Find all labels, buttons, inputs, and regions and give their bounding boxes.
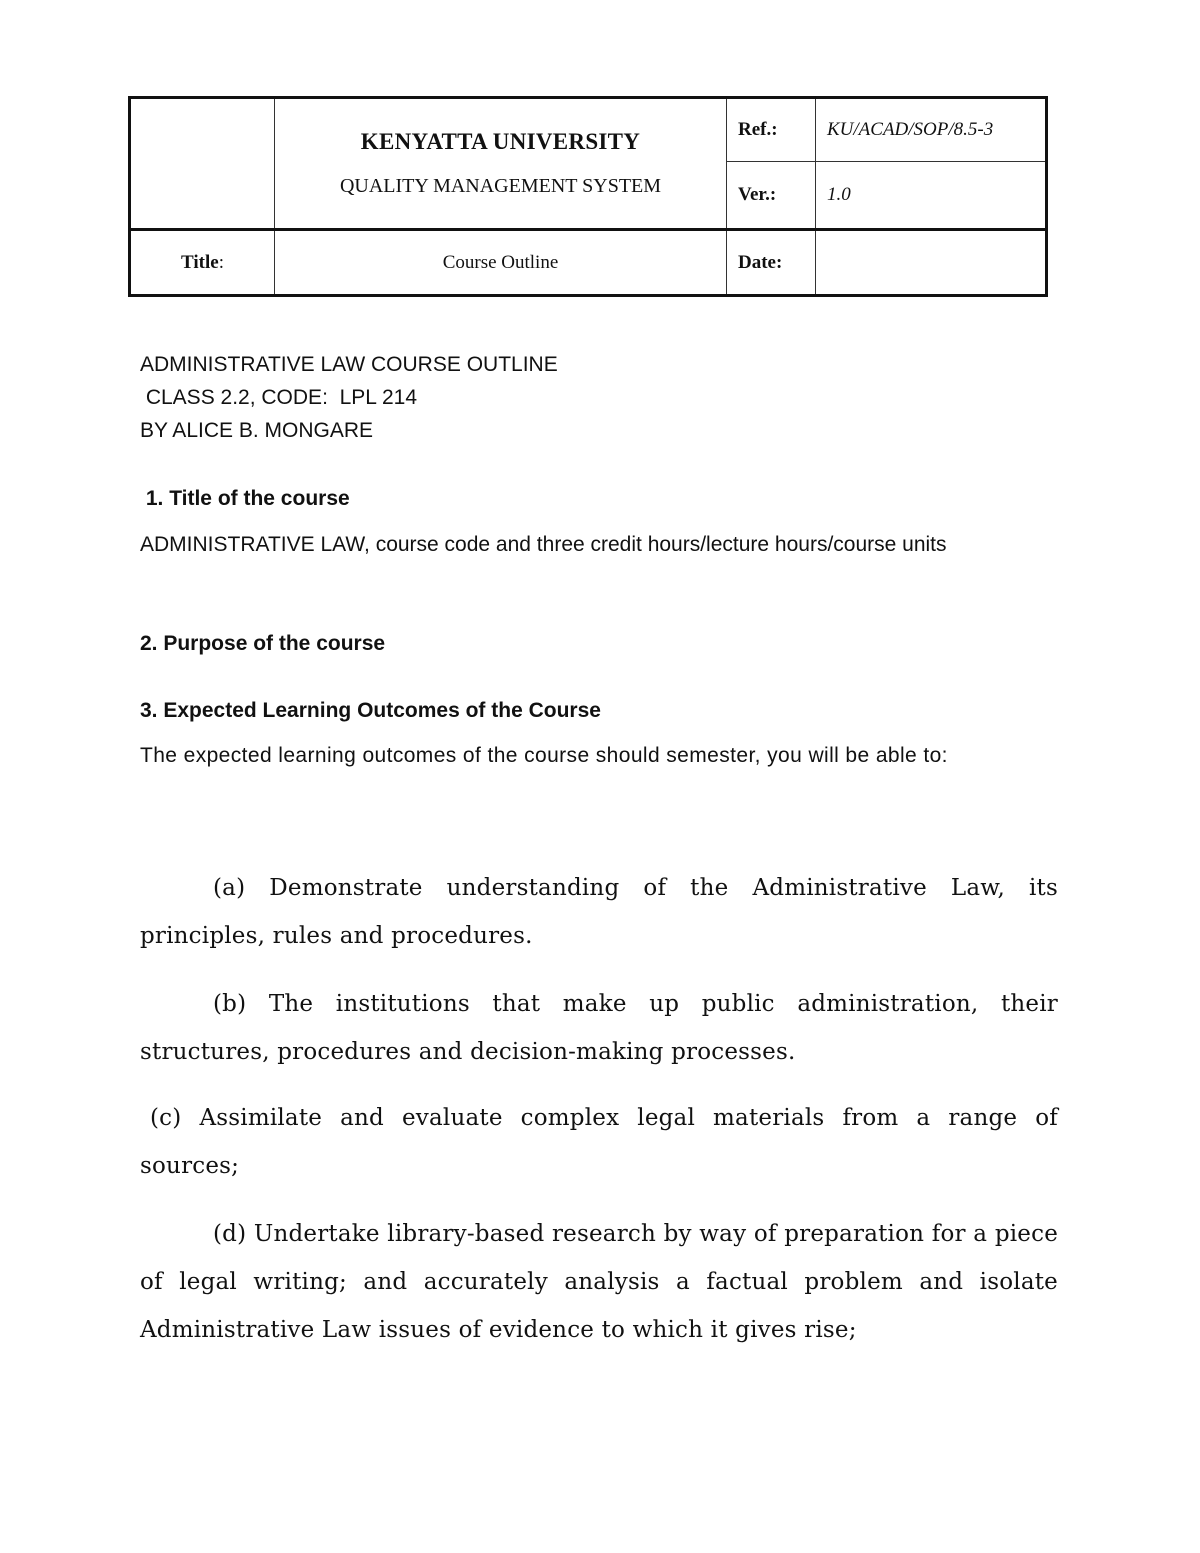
ver-value: 1.0 xyxy=(816,162,1047,230)
course-title-line: ADMINISTRATIVE LAW COURSE OUTLINE xyxy=(140,353,558,376)
section-3-intro: The expected learning outcomes of the course should semester, you will be able to: xyxy=(140,744,948,767)
section-1-body: ADMINISTRATIVE LAW, course code and three credit hours/lecture hours/course units xyxy=(140,533,947,556)
title-label: Title xyxy=(181,251,219,273)
date-value xyxy=(816,230,1047,296)
university-cell xyxy=(275,98,727,230)
course-header xyxy=(140,348,1058,447)
course-author-line: BY ALICE B. MONGARE xyxy=(140,419,374,442)
outcome-a: (a) Demonstrate understanding of the Administrative Law, its principles, rules and procedures. xyxy=(140,875,1058,949)
logo-cell xyxy=(130,98,275,230)
section-3-heading: 3. Expected Learning Outcomes of the Course xyxy=(140,699,601,722)
university-name: KENYATTA UNIVERSITY xyxy=(360,129,641,154)
outcome-c: (c) Assimilate and evaluate complex legal materials from a range of sources; xyxy=(140,1105,1058,1179)
ref-label: Ref.: xyxy=(727,98,816,162)
ref-value: KU/ACAD/SOP/8.5-3 xyxy=(816,98,1047,162)
section-2-heading: 2. Purpose of the course xyxy=(140,632,386,655)
section-1-heading: 1. Title of the course xyxy=(145,487,350,510)
outcome-b: (b) The institutions that make up public administration, their structures, procedures and decision-making processes. xyxy=(140,991,1058,1065)
title-colon: : xyxy=(218,251,224,273)
course-class-code-line: CLASS 2.2, CODE: LPL 214 xyxy=(140,386,418,409)
outcome-d: (d) Undertake library-based research by way of preparation for a piece of legal writing; and accurately analysis a factual problem and isolate Administrative Law issues of evidence to which it gives rise; xyxy=(140,1221,1058,1343)
title-label-cell xyxy=(130,230,275,296)
qms-subtitle: QUALITY MANAGEMENT SYSTEM xyxy=(339,175,662,197)
date-label: Date: xyxy=(727,230,816,296)
title-value: Course Outline xyxy=(275,230,727,296)
qms-header-table xyxy=(128,96,1048,297)
ver-label: Ver.: xyxy=(727,162,816,230)
